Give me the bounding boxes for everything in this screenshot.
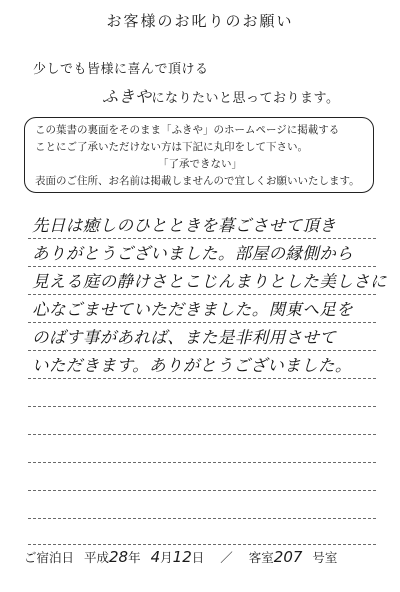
year-value[interactable]: 28 — [109, 548, 129, 566]
day-value[interactable]: 12 — [172, 548, 192, 566]
ruled-line — [28, 321, 376, 323]
brand-name-handwritten: ふきや — [102, 87, 152, 106]
not-consent-option[interactable]: 「了承できない」 — [158, 158, 242, 170]
publication-consent-notice — [24, 117, 374, 193]
ruled-line — [28, 265, 376, 267]
notice-line-4: 表面のご住所、お名前は掲載しませんので宜しくお願いいたします。 — [35, 175, 360, 187]
handwritten-comment-line-3: 見える庭の静けさとこじんまりとした美しさに — [32, 272, 387, 291]
year-unit: 年 — [128, 550, 141, 565]
room-number-value[interactable]: 207 — [273, 548, 303, 566]
ruled-line — [28, 489, 376, 491]
notice-line-2: ことにご了承いただけない方は下記に丸印をして下さい。 — [35, 141, 308, 153]
ruled-line — [28, 349, 376, 351]
era-label: 平成 — [84, 550, 110, 565]
handwritten-comment-line-6: いただきます。ありがとうございました。 — [32, 356, 352, 375]
stay-info-footer — [24, 548, 384, 566]
day-unit: 日 — [191, 550, 205, 565]
month-value[interactable]: 4 — [150, 548, 161, 566]
ruled-line — [28, 461, 376, 463]
room-unit: 号室 — [312, 550, 338, 565]
subtitle-second-line — [102, 84, 339, 107]
card-title: お客様のお叱りのお願い — [106, 12, 294, 30]
footer-separator: ／ — [220, 550, 233, 565]
ruled-line — [28, 405, 376, 407]
subtitle-tail: になりたいと思っております。 — [151, 91, 340, 106]
notice-line-1: この葉書の裏面をそのまま「ふきや」のホームページに掲載する — [35, 124, 340, 136]
ruled-line — [28, 543, 376, 545]
ruled-line — [28, 377, 376, 379]
ruled-line — [28, 293, 376, 295]
month-unit: 月 — [160, 550, 173, 565]
handwritten-comment-line-4: 心なごませていただきました。関東へ足を — [32, 300, 354, 319]
ruled-line — [28, 237, 376, 239]
handwritten-comment-line-2: ありがとうございました。部屋の縁側から — [32, 244, 354, 263]
ruled-line — [28, 517, 376, 519]
subtitle: 少しでも皆様に喜んで頂ける — [33, 62, 209, 77]
room-label: 客室 — [248, 550, 274, 565]
handwritten-comment-line-5: のばす事があれば、また是非利用させて — [32, 328, 337, 347]
ruled-line — [28, 433, 376, 435]
stay-date-label: ご宿泊日 — [24, 550, 75, 565]
handwritten-comment-line-1: 先日は癒しのひとときを暮ごさせて頂き — [32, 216, 337, 235]
